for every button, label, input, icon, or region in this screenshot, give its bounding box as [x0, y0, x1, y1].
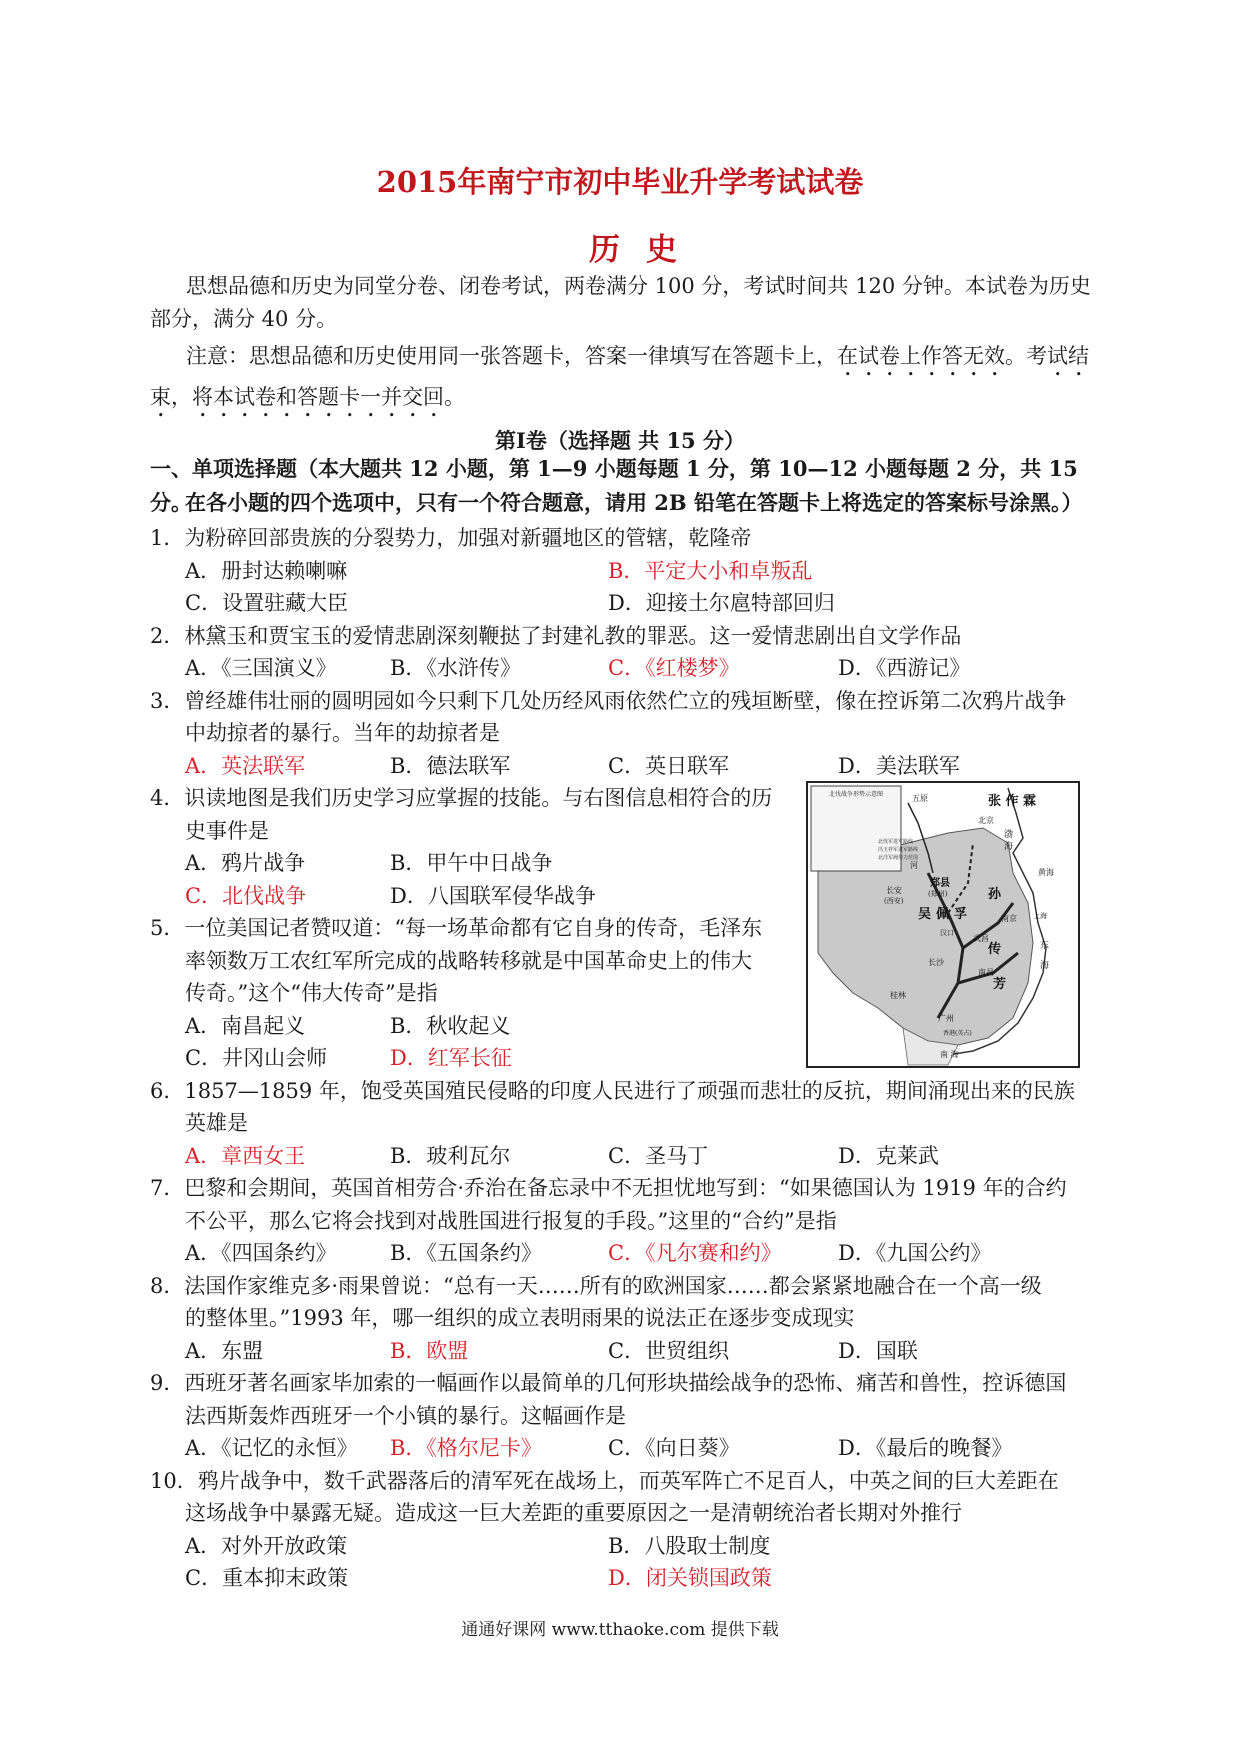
option-a: A．章西女王: [185, 1143, 306, 1168]
question-stem-continued: [185, 1206, 837, 1236]
map-legend-item: 北伐军进军路线: [878, 839, 914, 845]
question-text: 法国作家维克多·雨果曾说：“总有一天……所有的欧洲国家……都会紧紧地融合在一个高一级: [184, 1273, 1042, 1298]
map-label: 佩: [936, 907, 950, 922]
question-number: 10: [150, 1468, 177, 1493]
question-number: 5: [150, 916, 164, 940]
question-stem: 6．1857—1859 年，饱受英国殖民侵略的印度人民进行了顽强而悲壮的反抗，期间涌现出来的民族: [150, 1078, 1075, 1103]
map-label: 孚: [954, 907, 968, 922]
question-text: 为粉碎回部贵族的分裂势力，加强对新疆地区的管辖，乾隆帝: [184, 526, 752, 550]
map-legend-item: 冯玉祥军进军路线: [878, 847, 919, 853]
question-text: 这场战争中暴露无疑。造成这一巨大差距的重要原因之一是清朝统治者长期对外推行: [185, 1501, 962, 1525]
option-d: D．《西游记》: [838, 656, 971, 680]
map-label: 南昌: [978, 968, 994, 977]
question-text: 传奇。”这个“伟大传奇”是指: [185, 981, 438, 1005]
option-b: B．《水浒传》: [390, 656, 521, 680]
map-label: 郑县: [930, 878, 950, 889]
option-b: B．《五国条约》: [390, 1241, 542, 1265]
map-label: 广州: [938, 1014, 954, 1023]
question-stem: 3．曾经雄伟壮丽的圆明园如今只剩下几处历经风雨依然伫立的残垣断壁，像在控诉第二次鸦片战争: [150, 688, 1067, 713]
option-b: B．甲午中日战争: [390, 851, 553, 875]
section-heading-2: 在各小题的四个选项中，只有一个符合题意，请用 2B 铅笔在答题卡上将选定的答案标号涂黑。）: [185, 490, 1083, 515]
question-stem-continued: [185, 816, 269, 846]
option-c: C．《向日葵》: [608, 1436, 740, 1460]
notice-emphasis-2: 试结束，将本试卷和答题卡一并交回: [150, 344, 1089, 409]
question-text: 识读地图是我们历史学习应掌握的技能。与右图信息相符合的历: [184, 786, 773, 810]
map-label: 武昌: [973, 934, 989, 943]
option-a: A．册封达赖喇嘛: [185, 558, 348, 583]
option-d: D．迎接土尔扈特部回归: [608, 591, 835, 615]
footer-credit: 通通好课网 www.tthaoke.com 提供下载: [461, 1620, 779, 1640]
option-b: B．平定大小和卓叛乱: [608, 558, 813, 583]
map-label: 长安: [886, 886, 902, 895]
option-b: B．玻利瓦尔: [390, 1143, 511, 1168]
option-d: D．克莱武: [838, 1143, 939, 1168]
map-label: 五原: [912, 794, 928, 803]
map-label: 东: [1040, 941, 1050, 951]
question-number: 3: [150, 688, 164, 713]
question-stem: 7．巴黎和会期间，英国首相劳合·乔治在备忘录中不无担忧地写到：“如果德国认为 1919 年的合约: [150, 1176, 1067, 1200]
question-stem-continued: [185, 1401, 626, 1431]
question-stem-continued: [185, 1108, 248, 1138]
map-label: 汉口: [940, 929, 954, 937]
question-text: 林黛玉和贾宝玉的爱情悲剧深刻鞭挞了封建礼教的罪恶。这一爱情悲剧出自文学作品: [184, 623, 962, 648]
map-legend-item: 北洋军阀势力范围: [878, 855, 919, 861]
northern-expedition-map: [806, 781, 1080, 1068]
map-label: 张 作 霖: [988, 794, 1037, 809]
section-title: 第Ⅰ卷（选择题 共 15 分）: [495, 428, 745, 453]
option-b: B．欧盟: [390, 1338, 469, 1363]
question-text: 曾经雄伟壮丽的圆明园如今只剩下几处历经风雨依然伫立的残垣断壁，像在控诉第二次鸦片战争: [184, 688, 1067, 713]
option-d: D．八国联军侵华战争: [390, 883, 596, 908]
map-label: 南京: [1001, 914, 1017, 923]
option-b: B．秋收起义: [390, 1013, 511, 1038]
intro-paragraph: [150, 270, 1094, 336]
exam-title: 2015年南宁市初中毕业升学考试试卷: [376, 165, 864, 199]
question-number: 8: [150, 1273, 164, 1298]
notice-paragraph: [150, 340, 1094, 422]
question-text: 史事件是: [185, 818, 269, 843]
section-heading-1: 一、单项选择题（本大题共 12 小题，第 1—9 小题每题 1 分，第 10—12 小题每题 2 分，共 15 分。: [150, 456, 1078, 515]
question-number: 4: [150, 786, 164, 810]
map-label: 芳: [993, 977, 1007, 992]
question-number: 9: [150, 1371, 164, 1395]
map-label: 海: [1040, 961, 1050, 971]
question-text: 不公平，那么它将会找到对战胜国进行报复的手段。”这里的“合约”是指: [185, 1208, 837, 1233]
map-label: 桂林: [890, 991, 906, 1000]
notice-text-start: 注意：思想品德和历史使用同一张答题卡，答案一律填写在答题卡上，: [186, 344, 837, 368]
question-text: 的整体里。”1993 年，哪一组织的成立表明雨果的说法正在逐步变成现实: [185, 1306, 855, 1330]
notice-text-mid: 。考: [1005, 344, 1047, 368]
option-d: D．红军长征: [390, 1046, 512, 1070]
map-label: 北京: [978, 816, 994, 825]
map-label: 孙: [988, 887, 1002, 902]
question-stem-continued: [185, 718, 500, 748]
option-a: A．《三国演义》: [185, 656, 337, 680]
question-text: 巴黎和会期间，英国首相劳合·乔治在备忘录中不无担忧地写到：“如果德国认为 1919 年的合约: [184, 1176, 1067, 1200]
map-label: 海: [1004, 842, 1014, 852]
question-text: 英雄是: [185, 1111, 248, 1135]
option-c: C．英日联军: [608, 753, 730, 778]
option-a: A．东盟: [185, 1338, 264, 1363]
option-c: C．重本抑末政策: [185, 1566, 349, 1590]
map-legend-title: 北伐战争形势示意图: [828, 791, 884, 798]
question-text: 鸦片战争中，数千武器落后的清军死在战场上，而英军阵亡不足百人，中英之间的巨大差距在: [197, 1468, 1059, 1493]
question-stem: 9．西班牙著名画家毕加索的一幅画作以最简单的几何形块描绘战争的恐怖、痛苦和兽性，控诉德国: [150, 1371, 1067, 1395]
question-text: 法西斯轰炸西班牙一个小镇的暴行。这幅画作是: [185, 1403, 626, 1428]
map-label: 吴: [918, 907, 932, 922]
option-c: C．《凡尔赛和约》: [608, 1241, 782, 1265]
option-a: A．对外开放政策: [185, 1533, 348, 1558]
option-d: D．闭关锁国政策: [608, 1566, 772, 1590]
question-stem-continued: [185, 946, 752, 976]
map-label: 长沙: [928, 958, 944, 967]
option-b: B．《格尔尼卡》: [390, 1436, 542, 1460]
question-number: 7: [150, 1176, 164, 1200]
map-label: 传: [988, 942, 1002, 957]
question-stem-continued: [185, 978, 438, 1008]
notice-emphasis-1: 在试卷上作答无效: [837, 344, 1005, 368]
option-c: C．《红楼梦》: [608, 656, 740, 680]
option-a: A．英法联军: [185, 753, 306, 778]
question-stem-continued: [185, 1498, 962, 1528]
map-label: 渤: [1004, 830, 1014, 840]
option-b: B．德法联军: [390, 753, 511, 778]
question-stem: 5．一位美国记者赞叹道：“每一场革命都有它自身的传奇，毛泽东: [150, 916, 763, 940]
question-stem: 1．为粉碎回部贵族的分裂势力，加强对新疆地区的管辖，乾隆帝: [150, 526, 752, 550]
option-a: A．鸦片战争: [185, 851, 306, 875]
question-stem: 4．识读地图是我们历史学习应掌握的技能。与右图信息相符合的历: [150, 786, 773, 810]
question-text: 1857—1859 年，饱受英国殖民侵略的印度人民进行了顽强而悲壮的反抗，期间涌现出来的民族: [184, 1078, 1075, 1103]
option-c: C．设置驻藏大臣: [185, 591, 349, 615]
option-c: C．北伐战争: [185, 883, 307, 908]
map-label: 河: [910, 861, 918, 870]
map-label: 上海: [1033, 912, 1047, 920]
option-d: D．美法联军: [838, 753, 960, 778]
option-c: C．世贸组织: [608, 1338, 730, 1363]
option-a: A．《记忆的永恒》: [185, 1436, 358, 1460]
map-label: 南 海: [940, 1050, 959, 1059]
question-number: 2: [150, 623, 164, 648]
option-d: D．《九国公约》: [838, 1241, 992, 1265]
question-text: 中劫掠者的暴行。当年的劫掠者是: [185, 721, 500, 745]
question-text: 西班牙著名画家毕加索的一幅画作以最简单的几何形块描绘战争的恐怖、痛苦和兽性，控诉德国: [184, 1371, 1067, 1395]
option-a: A．《四国条约》: [185, 1241, 337, 1265]
question-stem: 8．法国作家维克多·雨果曾说：“总有一天……所有的欧洲国家……都会紧紧地融合在一个高一级: [150, 1273, 1042, 1298]
option-d: D．《最后的晚餐》: [838, 1436, 1013, 1460]
notice-text-end: 。: [444, 385, 465, 409]
question-stem-continued: [185, 1303, 854, 1333]
question-number: 6: [150, 1078, 164, 1103]
subject-title: 历史: [589, 232, 703, 268]
option-c: C．井冈山会师: [185, 1046, 328, 1070]
intro-text: 思想品德和历史为同堂分卷、闭卷考试，两卷满分 100 分，考试时间共 120 分钟。本试卷为历史部分，满分 40 分。: [150, 274, 1091, 331]
question-text: 一位美国记者赞叹道：“每一场革命都有它自身的传奇，毛泽东: [184, 916, 763, 940]
option-b: B．八股取士制度: [608, 1533, 771, 1558]
question-stem: 10．鸦片战争中，数千武器落后的清军死在战场上，而英军阵亡不足百人，中英之间的巨大差距在: [150, 1468, 1059, 1493]
map-label: 黄海: [1038, 868, 1054, 877]
option-c: C．圣马丁: [608, 1143, 709, 1168]
option-a: A．南昌起义: [185, 1013, 306, 1038]
map-label: 香港(英占): [943, 1030, 972, 1037]
question-stem: 2．林黛玉和贾宝玉的爱情悲剧深刻鞭挞了封建礼教的罪恶。这一爱情悲剧出自文学作品: [150, 623, 962, 648]
question-text: 率领数万工农红军所完成的战略转移就是中国革命史上的伟大: [185, 948, 752, 973]
map-label: (郑州): [928, 890, 948, 898]
option-d: D．国联: [838, 1338, 918, 1363]
question-number: 1: [150, 526, 164, 550]
map-label: (西安): [884, 897, 904, 905]
